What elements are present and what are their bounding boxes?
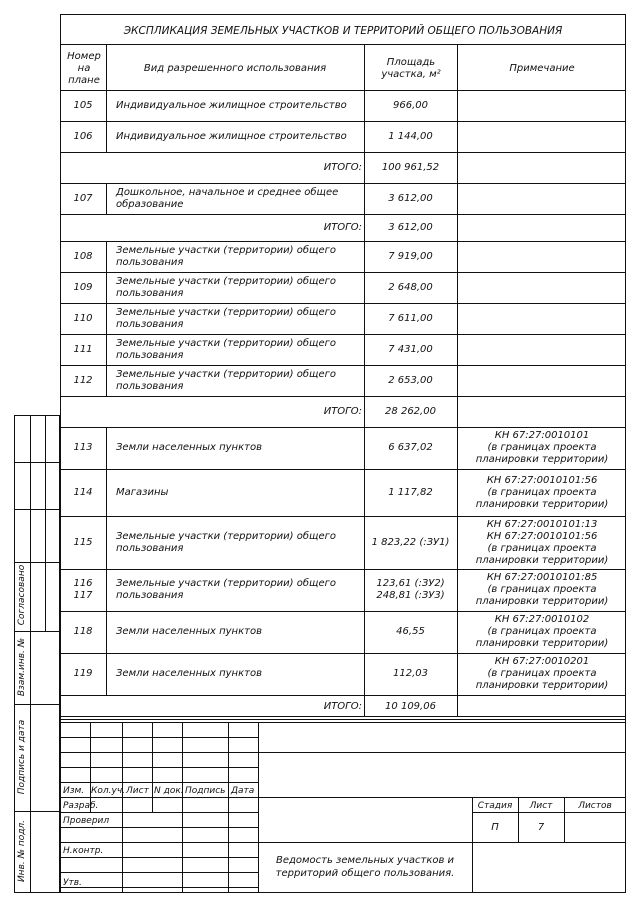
header-note: Примечание [509, 63, 575, 74]
stamp-h9 [60, 842, 626, 843]
row-area: 1 117,82 [388, 486, 433, 498]
stamp-stage-header: Стадия [477, 801, 513, 811]
row-num: 114 [73, 486, 93, 498]
header-num: Номер на плане [67, 51, 101, 86]
stamp-stage: П [491, 822, 499, 833]
row-use: Земли населенных пунктов [116, 442, 262, 453]
stamp-top [60, 716, 626, 717]
side-strip-divider [30, 415, 31, 893]
row-use-2: образование [116, 198, 184, 210]
stamp-h7b [472, 812, 626, 813]
stamp-col-list: Лист [126, 786, 149, 796]
row-note: (в границах проекта [487, 442, 597, 453]
stamp-col-izm: Изм. [63, 786, 85, 796]
row-area: 2 653,00 [388, 374, 433, 386]
total-area: 28 262,00 [385, 405, 436, 417]
col-line-1 [106, 44, 107, 716]
row-divider [60, 719, 626, 720]
stamp-doc-name-1: Ведомость земельных участков и [275, 855, 455, 866]
header-area-1: Площадь [386, 57, 436, 68]
row-use: Земельные участки (территории) общего [116, 368, 336, 380]
row-num: 118 [73, 626, 93, 637]
side-line-2 [14, 509, 60, 510]
stamp-v4 [182, 722, 183, 893]
row-note: КН 67:27:0010201 [494, 656, 590, 667]
row-use: Земельные участки (территории) общего [116, 275, 336, 287]
stamp-proveril: Проверил [63, 816, 110, 826]
row-area: 7 611,00 [388, 312, 433, 324]
stamp-h6 [60, 797, 626, 798]
row-divider [60, 611, 626, 612]
row-area: 966,00 [393, 99, 428, 111]
stamp-v3 [152, 722, 153, 812]
row-area: 6 637,02 [388, 442, 433, 453]
stamp-v2 [122, 722, 123, 893]
row-area: 7 919,00 [388, 250, 433, 262]
row-note: КН 67:27:0010101:56 [486, 530, 598, 542]
row-num: 105 [73, 99, 93, 111]
row-num: 108 [73, 250, 93, 262]
title-divider [60, 44, 626, 45]
row-area: 3 612,00 [388, 192, 433, 204]
row-num: 109 [73, 281, 93, 293]
side-replace: Взам.инв. № [17, 637, 27, 697]
row-area: 7 431,00 [388, 343, 433, 355]
row-use: Земли населенных пунктов [116, 668, 262, 679]
row-use-2: пользования [116, 318, 184, 330]
header-area-2: участка, м² [381, 69, 441, 80]
header-divider [60, 90, 626, 91]
row-note: (в границах проекта [487, 542, 597, 554]
row-divider [60, 365, 626, 366]
row-use: Земельные участки (территории) общего [116, 578, 336, 589]
row-num-2: 117 [73, 590, 93, 601]
total-label: ИТОГО: [323, 701, 362, 712]
row-divider [60, 469, 626, 470]
row-num: 110 [73, 312, 93, 324]
row-area: 1 823,22 (:ЗУ1) [371, 536, 450, 548]
row-divider [60, 183, 626, 184]
row-divider [60, 569, 626, 570]
total-label: ИТОГО: [323, 221, 362, 233]
stamp-h3 [60, 752, 626, 753]
row-num: 111 [73, 343, 93, 355]
row-divider [60, 516, 626, 517]
row-divider [60, 396, 626, 397]
stamp-sheet-header: Лист [529, 801, 553, 811]
stamp-nkontr: Н.контр. [63, 846, 104, 856]
row-note: КН 67:27:0010101:56 [486, 474, 598, 486]
row-area: 1 144,00 [388, 130, 433, 142]
stamp-col-ndok: N док. [154, 786, 184, 796]
row-use: Земли населенных пунктов [116, 626, 262, 637]
row-divider [60, 241, 626, 242]
row-num: 113 [73, 442, 93, 453]
stamp-v5 [228, 722, 229, 893]
row-note: КН 67:27:0010101:13 [486, 518, 598, 530]
row-divider [60, 121, 626, 122]
row-note: (в границах проекта [487, 486, 597, 498]
row-num: 119 [73, 668, 93, 679]
stamp-col-kol: Кол.уч. [91, 786, 126, 796]
total-label: ИТОГО: [323, 405, 362, 417]
row-use: Земельные участки (территории) общего [116, 244, 336, 256]
row-note: (в границах проекта [487, 584, 597, 595]
row-note: КН 67:27:0010102 [494, 614, 590, 625]
stamp-col-data: Дата [231, 786, 255, 796]
row-note: планировки территории) [475, 554, 609, 566]
side-sign-date: Подпись и дата [17, 719, 27, 795]
row-divider [60, 334, 626, 335]
side-agreed: Согласовано [17, 564, 27, 626]
total-area: 100 961,52 [381, 161, 440, 173]
stamp-h1 [60, 722, 626, 723]
row-divider [60, 272, 626, 273]
row-note: планировки территории) [475, 498, 609, 510]
row-area: 112,03 [393, 668, 428, 679]
stamp-col-podp: Подпись [185, 786, 226, 796]
row-num: 116 [73, 578, 93, 589]
total-area: 3 612,00 [388, 221, 433, 233]
row-use-2: пользования [116, 349, 184, 361]
row-note: КН 67:27:0010101 [494, 430, 590, 441]
row-num: 112 [73, 374, 93, 386]
row-use-2: пользования [116, 542, 184, 554]
stamp-doc-name-2: территорий общего пользования. [275, 868, 455, 879]
row-num: 115 [73, 536, 93, 548]
row-note: планировки территории) [475, 454, 609, 465]
row-divider [60, 427, 626, 428]
total-area: 10 109,06 [385, 701, 436, 712]
row-num: 107 [73, 192, 93, 204]
row-use: Земельные участки (территории) общего [116, 337, 336, 349]
row-use-2: пользования [116, 590, 184, 601]
row-area-2: 248,81 (:ЗУ3) [376, 590, 445, 601]
row-note: (в границах проекта [487, 626, 597, 637]
header-use: Вид разрешенного использования [143, 63, 327, 74]
row-note: (в границах проекта [487, 668, 597, 679]
side-strip-divider-2 [45, 415, 46, 631]
row-divider [60, 303, 626, 304]
row-use: Дошкольное, начальное и среднее общее [116, 186, 339, 198]
row-note: планировки территории) [475, 596, 609, 607]
row-note: планировки территории) [475, 638, 609, 649]
row-area: 123,61 (:ЗУ2) [376, 578, 445, 589]
stamp-utv: Утв. [63, 878, 82, 888]
row-note: КН 67:27:0010101:85 [486, 572, 598, 583]
stamp-sheet: 7 [537, 822, 545, 833]
row-divider [60, 653, 626, 654]
side-line-1 [14, 462, 60, 463]
row-divider [60, 214, 626, 215]
row-num: 106 [73, 130, 93, 142]
stamp-v1 [90, 722, 91, 812]
total-label: ИТОГО: [323, 161, 362, 173]
table-title: ЭКСПЛИКАЦИЯ ЗЕМЕЛЬНЫХ УЧАСТКОВ И ТЕРРИТОРИЙ ОБЩЕГО ПОЛЬЗОВАНИЯ [123, 25, 563, 37]
row-divider [60, 695, 626, 696]
row-use: Магазины [116, 486, 169, 498]
row-use-2: пользования [116, 256, 184, 268]
row-note: планировки территории) [475, 680, 609, 691]
row-use: Индивидуальное жилищное строительство [116, 99, 347, 111]
side-inv-orig: Инв. № подл. [17, 819, 27, 883]
stamp-sheets-header: Листов [578, 801, 612, 811]
row-use-2: пользования [116, 380, 184, 392]
row-area: 46,55 [396, 626, 425, 637]
row-area: 2 648,00 [388, 281, 433, 293]
row-divider [60, 152, 626, 153]
row-use: Индивидуальное жилищное строительство [116, 130, 347, 142]
stamp-razrab: Разраб. [63, 801, 99, 811]
row-use: Земельные участки (территории) общего [116, 306, 336, 318]
row-use-2: пользования [116, 287, 184, 299]
row-use: Земельные участки (территории) общего [116, 530, 336, 542]
